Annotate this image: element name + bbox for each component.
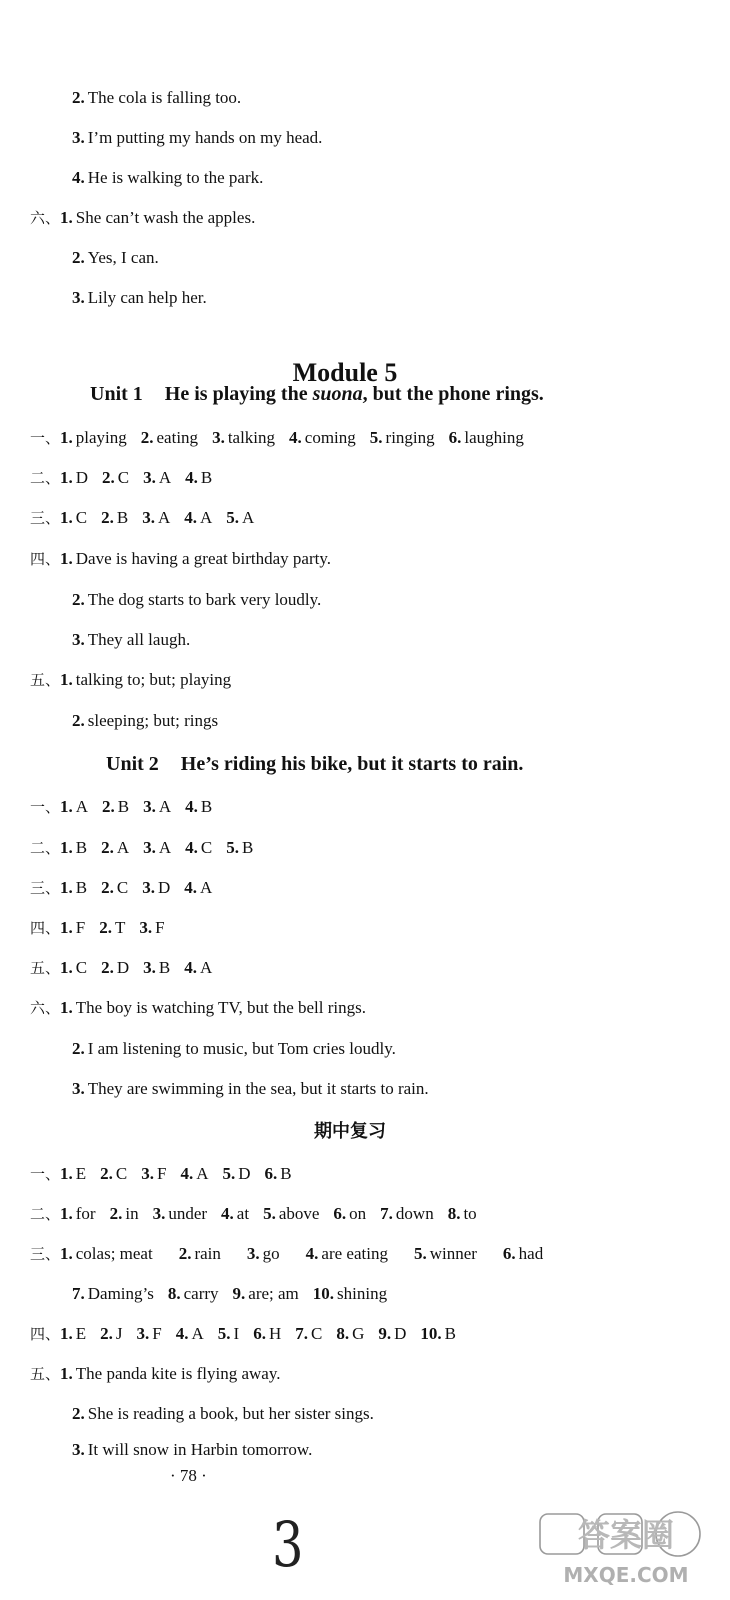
answer-line: 2. sleeping; but; rings <box>72 711 219 730</box>
answer-line: 一、1. playing 2. eating 3. talking 4. coming 5. ringing 6. laughing <box>30 428 524 447</box>
unit-2-title: Unit 2 He’s riding his bike, but it starts to rain. <box>106 753 524 775</box>
answer-line: 四、1. F 2. T 3. F <box>30 918 165 937</box>
answer-line: 2. She is reading a book, but her sister sings. <box>72 1404 374 1423</box>
answer-line: 二、1. for 2. in 3. under 4. at 5. above 6. on 7. down 8. to <box>30 1204 477 1223</box>
answer-line: 四、1. E 2. J 3. F 4. A 5. I 6. H 7. C 8. G 9. D 10. B <box>30 1324 456 1343</box>
answer-line: 六、1. She can’t wash the apples. <box>30 208 256 227</box>
answer-line: 2. Yes, I can. <box>72 248 159 267</box>
answer-line: 三、1. B 2. C 3. D 4. A <box>30 878 213 897</box>
answer-line: 2. The cola is falling too. <box>72 88 242 107</box>
watermark-url: MXQE.COM <box>563 1563 689 1587</box>
unit-1-title: Unit 1 He is playing the suona, but the phone rings. <box>90 383 544 405</box>
answer-line: 2. The dog starts to bark very loudly. <box>72 590 322 609</box>
answer-line: 三、1. C 2. B 3. A 4. A 5. A <box>30 508 255 527</box>
answer-line: 3. Lily can help her. <box>72 288 207 307</box>
answer-line: 4. He is walking to the park. <box>72 168 264 187</box>
answer-line: 二、1. D 2. C 3. A 4. B <box>30 468 213 487</box>
review-title: 期中复习 <box>314 1121 386 1142</box>
handwritten-mark: 3 <box>271 1508 304 1581</box>
answer-line: 一、1. E 2. C 3. F 4. A 5. D 6. B <box>30 1164 292 1183</box>
page-number: · 78 · <box>170 1466 207 1485</box>
answer-line: 五、1. The panda kite is flying away. <box>30 1364 281 1383</box>
answer-line: 一、1. A 2. B 3. A 4. B <box>30 797 213 816</box>
module-title: Module 5 <box>292 358 398 387</box>
answer-line: 六、1. The boy is watching TV, but the bell rings. <box>30 998 366 1017</box>
answer-line: 3. They all laugh. <box>72 630 191 649</box>
answer-line: 2. I am listening to music, but Tom cries loudly. <box>72 1039 396 1058</box>
answer-line: 3. I’m putting my hands on my head. <box>72 128 323 147</box>
answer-line: 3. They are swimming in the sea, but it starts to rain. <box>72 1079 429 1098</box>
answer-line: 三、1. colas; meat 2. rain 3. go 4. are eating 5. winner 6. had <box>30 1244 544 1263</box>
answer-line: 7. Daming’s 8. carry 9. are; am 10. shining <box>72 1284 388 1303</box>
watermark-logo <box>536 1508 716 1590</box>
answer-line: 3. It will snow in Harbin tomorrow. <box>72 1440 313 1459</box>
watermark-text: 答案圈 <box>577 1516 675 1554</box>
answer-line: 五、1. C 2. D 3. B 4. A <box>30 958 213 977</box>
answer-line: 五、1. talking to; but; playing <box>30 670 232 689</box>
answer-line: 二、1. B 2. A 3. A 4. C 5. B <box>30 838 254 857</box>
answer-line: 四、1. Dave is having a great birthday party. <box>30 549 331 568</box>
